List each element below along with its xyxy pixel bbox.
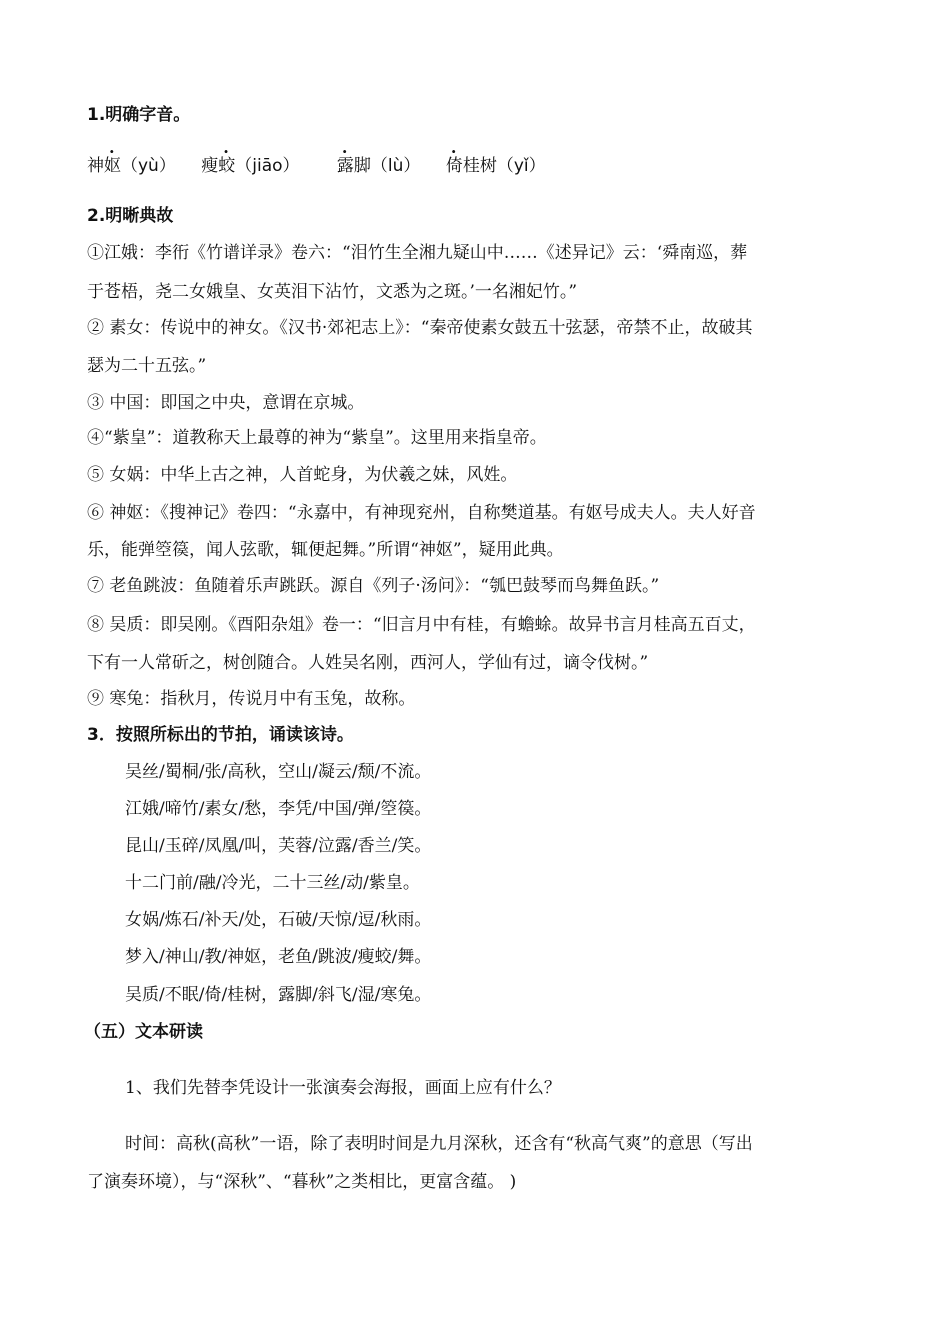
allusion-line: ⑥ 神妪：《搜神记》卷四：“永嘉中，有神现兖州，自称樊道基。有妪号成夫人。夫人好音: [87, 503, 756, 523]
poem-line: 昆山/玉碎/凤凰/叫，芙蓉/泣露/香兰/笑。: [125, 836, 432, 856]
allusion-line: ⑦ 老鱼跳波：鱼随着乐声跳跃。源自《列子·汤问》：“瓠巴鼓琴而鸟舞鱼跃。”: [87, 576, 660, 596]
pronunciation-item: 瘦蛟（jiāo）: [201, 156, 300, 176]
pinyin: （yù）: [121, 156, 176, 176]
marked-char: 倚: [445, 156, 463, 176]
allusion-line: 乐，能弹箜篌，闻人弦歌，辄便起舞。”所谓“神妪”，疑用此典。: [87, 540, 564, 560]
section3-heading: 3．按照所标出的节拍，诵读该诗。: [87, 725, 354, 745]
pronunciation-row: [87, 158, 566, 175]
marked-char: 妪: [104, 156, 121, 176]
pronunciation-item: 倚桂树（yǐ）: [445, 156, 546, 176]
allusion-line: ①江娥：李衎《竹谱详录》卷六：“泪竹生全湘九疑山中……《述异记》云：‘舜南巡，葬: [87, 243, 748, 263]
poem-line: 女娲/炼石/补天/处，石破/天惊/逗/秋雨。: [125, 910, 432, 930]
question-text: 1、我们先替李凭设计一张演奏会海报，画面上应有什么？: [125, 1078, 561, 1098]
allusion-line: ④“紫皇”：道教称天上最尊的神为“紫皇”。这里用来指皇帝。: [87, 428, 547, 448]
allusion-line: ⑧ 吴质：即吴刚。《酉阳杂俎》卷一：“旧言月中有桂，有蟾蜍。故异书言月桂高五百丈，: [87, 615, 756, 635]
pinyin: （yǐ）: [496, 156, 546, 176]
poem-line: 江娥/啼竹/素女/愁，李凭/中国/弹/箜篌。: [125, 799, 432, 819]
poem-line: 梦入/神山/教/神妪，老鱼/跳波/瘦蛟/舞。: [125, 947, 432, 967]
allusion-line: 下有一人常斫之，树创随合。人姓吴名刚，西河人，学仙有过，谪令伐树。”: [87, 653, 649, 673]
answer-line: 时间：高秋(高秋”一语，除了表明时间是九月深秋，还含有“秋高气爽”的意思（写出: [125, 1134, 753, 1154]
poem-line: 吴质/不眠/倚/桂树，露脚/斜飞/湿/寒兔。: [125, 985, 432, 1005]
pinyin: （jiāo）: [235, 156, 300, 176]
allusion-line: ⑨ 寒兔：指秋月，传说月中有玉兔，故称。: [87, 689, 416, 709]
allusion-line: 于苍梧，尧二女娥皇、女英泪下沾竹，文悉为之斑。’一名湘妃竹。”: [87, 282, 578, 302]
pronunciation-item: 露脚（lù）: [336, 156, 421, 176]
allusion-line: ⑤ 女娲：中华上古之神，人首蛇身，为伏羲之妹，风姓。: [87, 465, 518, 485]
marked-char: 露: [336, 156, 354, 176]
allusion-line: ③ 中国：即国之中央，意谓在京城。: [87, 393, 365, 413]
section1-heading: 1.明确字音。: [87, 105, 191, 125]
marked-char: 蛟: [218, 156, 236, 176]
pinyin: （lù）: [370, 156, 421, 176]
allusion-line: 瑟为二十五弦。”: [87, 356, 207, 376]
answer-line: 了演奏环境），与“深秋”、“暮秋”之类相比，更富含蕴。 ): [87, 1172, 517, 1192]
poem-line: 十二门前/融/冷光，二十三丝/动/紫皇。: [125, 873, 420, 893]
pronunciation-item: 神妪（yù）: [87, 156, 176, 176]
poem-line: 吴丝/蜀桐/张/高秋，空山/凝云/颓/不流。: [125, 762, 432, 782]
allusion-line: ② 素女：传说中的神女。《汉书·郊祀志上》：“秦帝使素女鼓五十弦瑟，帝禁不止，故破其: [87, 318, 753, 338]
section2-heading: 2.明晰典故: [87, 206, 174, 226]
section5-heading: （五）文本研读: [84, 1022, 203, 1042]
